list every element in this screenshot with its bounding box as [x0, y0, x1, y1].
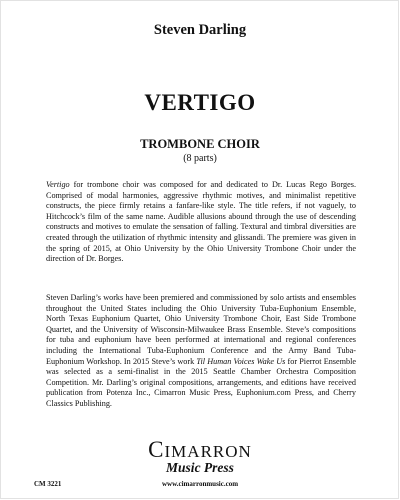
composer-name: Steven Darling: [153, 22, 247, 38]
logo-rest: IMARRON: [164, 442, 252, 461]
biography-text-2: for Pierrot Ensemble was selected as a semi-finalist in the 2015 Seattle Chamber Orchestra Composition Competition. Mr. Darling’s original compositions, arrangements, and editions have received publication from Potenza Inc., Cimarron Music Press, Euphonium.com Press, and Cherry Classics Publishing.: [46, 356, 356, 408]
biography-text-1: Steven Darling’s works have been premiered and commissioned by solo artists and ensembles throughout the United States including the Ohio University Tuba-Euphonium Ensemble, North Texas Euphonium Quartet, Ohio University Trombone Choir, East Side Trombone Quartet, and the University of Wisconsin-Milwaukee Brass Ensemble. Steve’s compositions for tuba and euphonium have been performed at international and regional conferences including the International Tuba-Euphonium Conference and the Army Band Tuba-Euphonium Workshop. In 2015 Steve’s work: [46, 293, 356, 366]
ensemble-label: TROMBONE CHOIR: [140, 137, 260, 151]
piece-title: VERTIGO: [144, 90, 256, 115]
publisher-logo-subtitle: Music Press: [166, 460, 234, 475]
publisher-logo: [0, 437, 400, 475]
catalog-number: CM 3221: [34, 480, 62, 488]
logo-initial: C: [148, 437, 165, 462]
publisher-website: www.cimarronmusic.com: [161, 480, 239, 488]
title-italic: Vertigo: [46, 180, 70, 189]
biography-paragraph: [46, 293, 356, 410]
program-note-paragraph: [46, 180, 356, 265]
work-title-italic: Til Human Voices Wake Us: [196, 356, 286, 366]
publisher-logo-wordmark: [0, 437, 400, 462]
program-note-text: for trombone choir was composed for and dedicated to Dr. Lucas Rego Borges. Comprised of modal harmonies, aggressive rhythmic motives, and minimalist repetitive constructs, the piece firmly retains a fanfare-like style. The title refers, if not vaguely, to Hitchcock’s film of the same name. Audible allusions abound through the use of descending constructs and motives to emulate the sensation of falling. Textural and timbral diversities are created through the utilization of rhythmic intensity and glissandi. The premiere was given in the spring of 2015, at Ohio University by the Ohio University Trombone Choir under the direction of Dr. Borges.: [46, 180, 356, 264]
parts-count: (8 parts): [183, 153, 217, 164]
